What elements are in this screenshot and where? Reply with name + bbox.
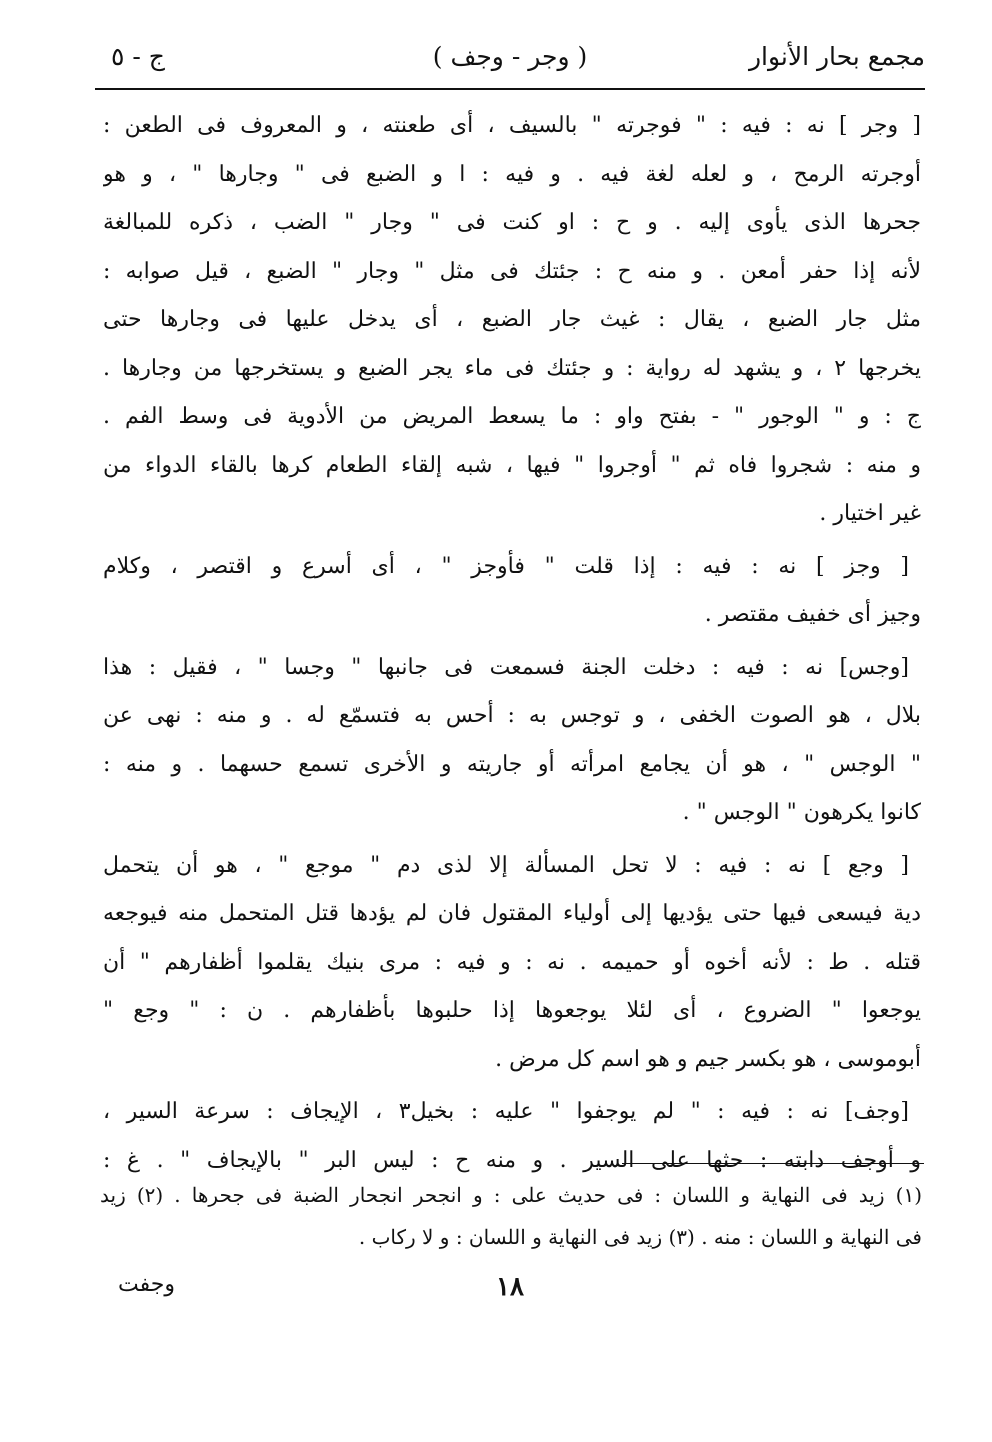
- text-line: مثل جار الضبع ، يقال : غيث جار الضبع ، أى يدخل عليها فى وجارها حتى: [103, 307, 921, 332]
- main-text: [103, 102, 921, 1185]
- entry-wajar: [103, 102, 921, 539]
- text-line: و منه : شجروا فاه ثم " أوجروا " فيها ، شبه إلقاء الطعام كرها بالقاء الدواء من: [103, 452, 921, 478]
- text-line: غير اختيار .: [819, 501, 921, 526]
- text-line: [ وجر ] نه : فيه : " فوجرته " بالسيف ، أى طعنته ، و المعروف فى الطعن :: [103, 113, 921, 138]
- text-line: أبوموسى ، هو بكسر جيم و هو اسم كل مرض .: [495, 1046, 921, 1072]
- entry-wajas: [103, 644, 921, 838]
- book-title: مجمع بحار الأنوار: [748, 42, 925, 71]
- text-line: [وجس] نه : فيه : دخلت الجنة فسمعت فى جانبها " وجسا " ، فقيل : هذا: [103, 654, 909, 680]
- text-line: ج : و " الوجور " - بفتح واو : ما يسعط المريض من الأدوية فى وسط الفم .: [103, 404, 921, 429]
- text-line: أوجرته الرمح ، و لعله لغة فيه . و فيه : ا و الضبع فى " وجارها " ، و هو: [103, 161, 921, 187]
- text-line: قتله . ط : لأنه أخوه أو حميمه . نه : و فيه : مرى بنيك يقلموا أظفارهم " أن: [103, 949, 921, 975]
- text-line: كانوا يكرهون " الوجس " .: [682, 800, 921, 825]
- text-line: لأنه إذا حفر أمعن . و منه ح : جئتك فى مثل " وجار " الضبع ، قيل صوابه :: [103, 258, 921, 284]
- text-line: وجيز أى خفيف مقتصر .: [704, 602, 921, 627]
- catchword: وجفت: [118, 1272, 175, 1297]
- entry-waja: [103, 842, 921, 1085]
- text-line: جحرها الذى يأوى إليه . و ح : او كنت فى " وجار " الضب ، ذكره للمبالغة: [103, 210, 921, 235]
- text-line: [ وجز ] نه : فيه : إذا قلت " فأوجز " ، أى أسرع و اقتصر ، وكلام: [103, 553, 909, 579]
- text-line: " الوجس " ، هو أن يجامع امرأته أو جاريته و الأخرى تسمع حسهما . و منه :: [103, 751, 921, 777]
- footnote-rule: [622, 1163, 924, 1164]
- text-line: يخرجها ٢ ، و يشهد له رواية : و جئتك فى ماء يجر الضبع و يستخرجها من وجارها .: [103, 355, 921, 381]
- footnotes: [100, 1174, 922, 1258]
- text-line: دية فيسعى فيها حتى يؤديها إلى أولياء المقتول فان لم يؤدها قتل المتحمل منه فيوجعه: [103, 901, 921, 926]
- volume-label: ج - ٥: [111, 42, 165, 71]
- footnote-line: (١) زيد فى النهاية و اللسان : فى حديث على : و انجحر انجحار الضبة فى جحرها . (٢) زيد: [100, 1183, 922, 1207]
- footnote-line: فى النهاية و اللسان : منه . (٣) زيد فى النهاية و اللسان : و لا ركاب .: [358, 1225, 922, 1249]
- header-rule: [95, 88, 925, 90]
- entry-wajaf: [103, 1088, 921, 1185]
- text-line: يوجعوا " الضروع ، أى لئلا يوجعوها إذا حلبوها بأظفارهم . ن : " وجع ": [103, 998, 921, 1023]
- text-line: و أوجف دابته : حثها على السير . و منه ح : ليس البر " بالإيجاف " . غ :: [103, 1147, 921, 1173]
- text-line: [وجف] نه : فيه : " لم يوجفوا " عليه : بخيل٣ ، الإيجاف : سرعة السير ،: [103, 1099, 910, 1124]
- text-line: [ وجع ] نه : فيه : لا تحل المسألة إلا لذى دم " موجع " ، هو أن يتحمل: [103, 852, 909, 878]
- page-number: ١٨: [496, 1272, 524, 1302]
- text-line: بلال ، هو الصوت الخفى ، و توجس به : أحس به فتسمّع له . و منه : نهى عن: [103, 703, 921, 728]
- running-header: [95, 34, 925, 80]
- entry-wajaz: [103, 543, 921, 640]
- section-range: ( وجر - وجف ): [432, 42, 588, 71]
